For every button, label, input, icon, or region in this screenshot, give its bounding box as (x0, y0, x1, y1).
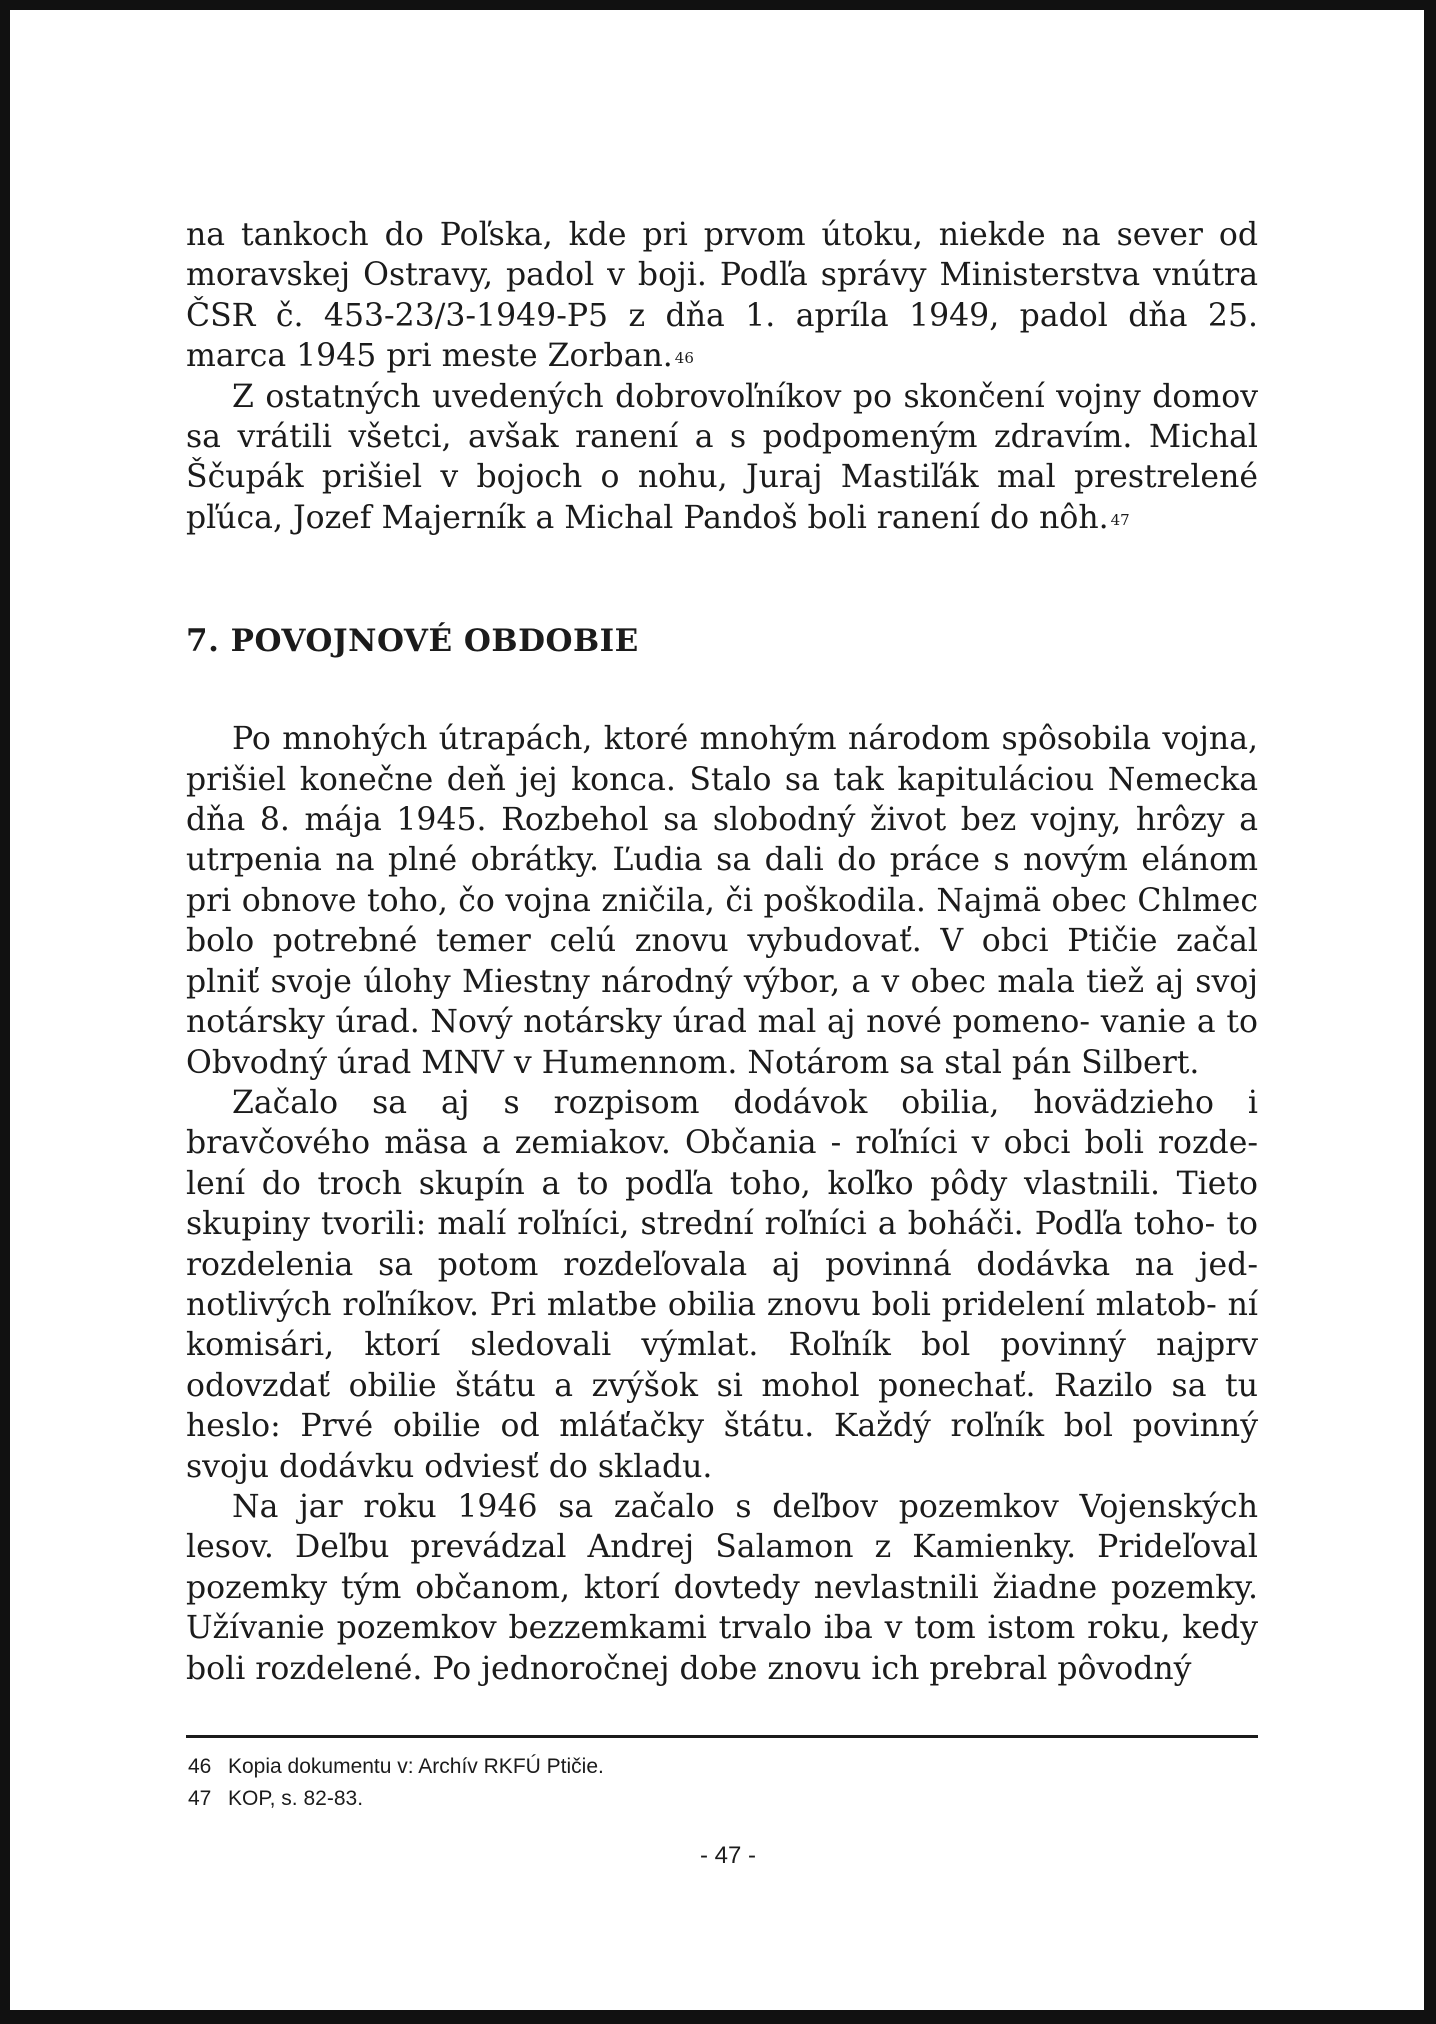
footnote-text: Kopia dokumentu v: Archív RKFÚ Ptičie. (228, 1755, 604, 1778)
paragraph-4: Začalo sa aj s rozpisom dodávok obilia, hovädzieho i bravčového mäsa a zemiakov. Občania - roľníci v obci boli rozde- lení do troch skupín a to podľa toho, koľko pôdy vlastnili. Tieto skupiny tvorili: malí roľníci, strední roľníci a boháči. Podľa toho- to rozdelenia sa potom rozdeľovala aj povinná dodávka na jed- notlivých roľníkov. Pri mlatbe obilia znovu boli pridelení mlatob- ní komisári, ktorí sledovali výmlat. Roľník bol povinný najprv odovzdať obilie štátu a zvýšok si mohol ponechať. Razilo sa tu heslo: Prvé obilie od mláťačky štátu. Každý roľník bol povinný svoju dodávku odviesť do skladu. (186, 1084, 1258, 1485)
section-heading: 7. POVOJNOVÉ OBDOBIE (186, 623, 639, 660)
footnote-46 (188, 1751, 604, 1783)
paragraph-5: Na jar roku 1946 sa začalo s deľbov pozemkov Vojenských lesov. Deľbu prevádzal Andrej Salamon z Kamienky. Prideľoval pozemky tým občanom, ktorí dovtedy nevlastnili žiadne pozemky. Užívanie pozemkov bezzemkami trvalo iba v tom istom roku, kedy boli rozdelené. Po jednoročnej dobe znovu ich prebral pôvodný (186, 1488, 1258, 1687)
footnote-ref-46: 46 (674, 349, 694, 368)
footnote-divider (186, 1735, 1258, 1738)
footnote-text: KOP, s. 82-83. (228, 1787, 364, 1810)
paragraph-1-text: na tankoch do Poľska, kde pri prvom útoku, niekde na sever od moravskej Ostravy, padol v boji. Podľa správy Ministerstva vnútra ČSR č. 453-23/3-1949-P5 z dňa 1. apríla 1949, padol dňa 25. marca 1945 pri meste Zorban. (186, 217, 1258, 375)
footnote-47 (188, 1783, 604, 1815)
paragraph-2 (186, 377, 1258, 539)
page-body (186, 215, 1258, 1689)
footnote-number: 47 (188, 1787, 212, 1810)
paragraph-1 (186, 215, 1258, 377)
paragraph-2-text: Z ostatných uvedených dobrovoľníkov po skončení vojny domov sa vrátili všetci, avšak ranení a s podpomeným zdravím. Michal Ščupák prišiel v bojoch o nohu, Juraj Mastiľák mal prestrelené pľúca, Jozef Majerník a Michal Pandoš boli ranení do nôh. (186, 378, 1258, 536)
footnote-number: 46 (188, 1755, 212, 1778)
footnote-ref-47: 47 (1110, 510, 1130, 529)
paragraph-3: Po mnohých útrapách, ktoré mnohým národom spôsobila vojna, prišiel konečne deň jej konca. Stalo sa tak kapituláciou Nemecka dňa 8. mája 1945. Rozbehol sa slobodný život bez vojny, hrôzy a utrpenia na plné obrátky. Ľudia sa dali do práce s novým elánom pri obnove toho, čo vojna zničila, či poškodila. Najmä obec Chlmec bolo potrebné temer celú znovu vybudovať. V obci Ptičie začal plniť svoje úlohy Miestny národný výbor, a v obec mala tiež aj svoj notársky úrad. Nový notársky úrad mal aj nové pomeno- vanie a to Obvodný úrad MNV v Humennom. Notárom sa stal pán Silbert. (186, 721, 1258, 1081)
page-number: - 47 - (699, 1842, 756, 1869)
footnotes (188, 1751, 604, 1815)
